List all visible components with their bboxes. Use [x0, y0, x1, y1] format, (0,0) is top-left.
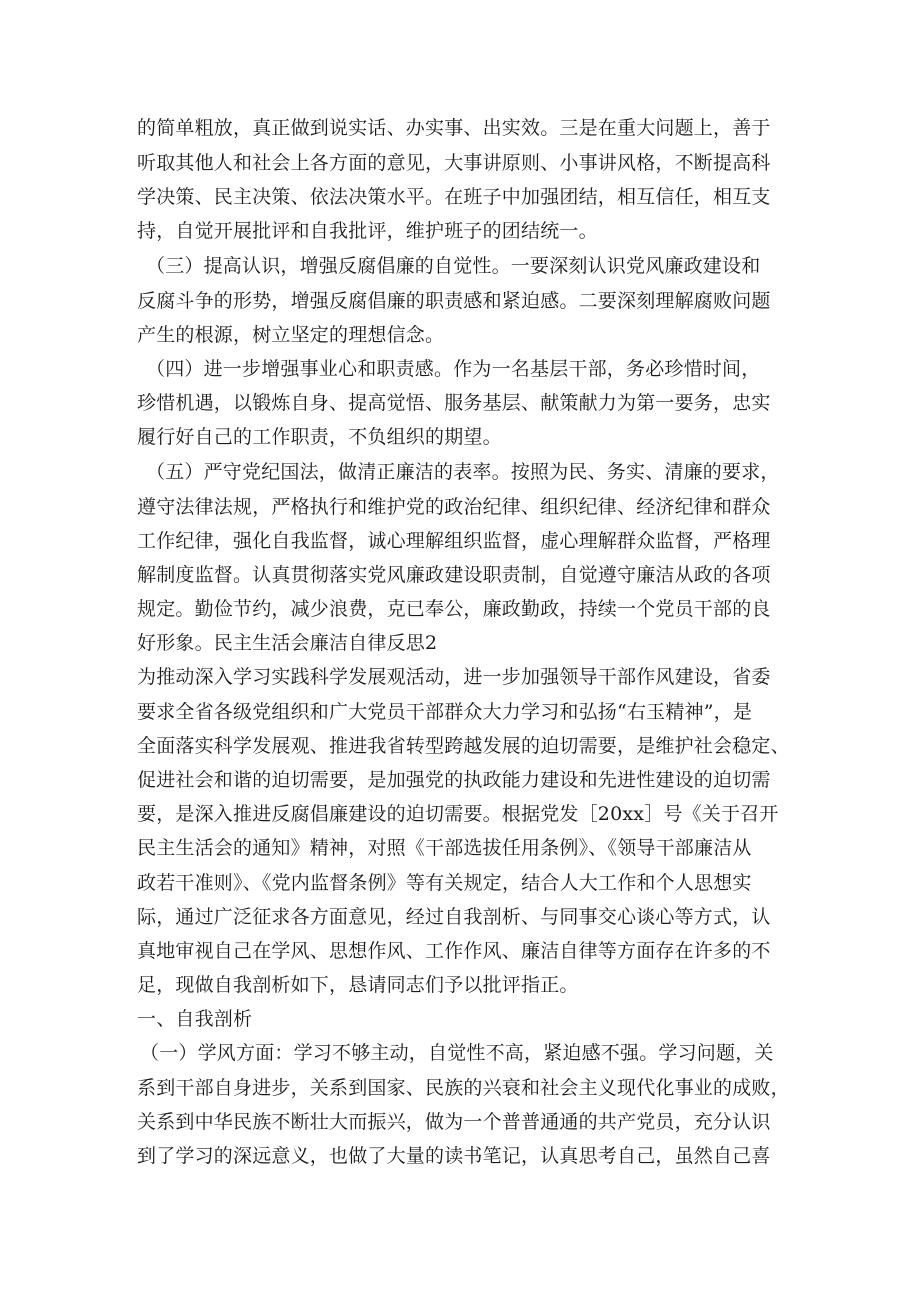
text-line: 到了学习的深远意义，也做了大量的读书笔记，认真思考自己，虽然自己喜: [137, 1145, 771, 1167]
text-line: 促进社会和谐的迫切需要，是加强党的执政能力建设和先进性建设的迫切需: [137, 769, 771, 791]
text-line: 足，现做自我剖析如下，恳请同志们予以批评指正。: [137, 974, 579, 996]
text-line: 遵守法律法规，严格执行和维护党的政治纪律、组织纪律、经济纪律和群众: [137, 496, 771, 518]
text-line: （一）学风方面：学习不够主动，自觉性不高，紧迫感不强。学习问题，关: [140, 1042, 774, 1064]
text-line: 产生的根源，树立坚定的理想信念。: [137, 324, 445, 346]
text-line: 全面落实科学发展观、推进我省转型跨越发展的迫切需要，是维护社会稳定、: [137, 735, 790, 757]
text-line: 工作纪律，强化自我监督，诚心理解组织监督，虚心理解群众监督，严格理: [137, 530, 771, 552]
text-line: 解制度监督。认真贯彻落实党风廉政建设职责制，自觉遵守廉洁从政的各项: [137, 564, 771, 586]
text-line: 好形象。民主生活会廉洁自律反思2: [137, 632, 438, 654]
text-line: 要求全省各级党组织和广大党员干部群众大力学习和弘扬“右玉精神”，是: [137, 701, 753, 723]
text-line: 学决策、民主决策、依法决策水平。在班子中加强团结，相互信任，相互支: [137, 186, 771, 208]
text-line: 履行好自己的工作职责，不负组织的期望。: [137, 426, 502, 448]
text-line: 系到干部自身进步，关系到国家、民族的兴衰和社会主义现代化事业的成败，: [137, 1077, 790, 1099]
text-line: 的简单粗放，真正做到说实话、办实事、出实效。三是在重大问题上，善于: [137, 117, 771, 139]
text-line: （五）严守党纪国法，做清正廉洁的表率。按照为民、务实、清廉的要求，: [146, 461, 780, 483]
text-line: 际，通过广泛征求各方面意见，经过自我剖析、与同事交心谈心等方式，认: [137, 906, 771, 928]
text-line: 规定。勤俭节约，减少浪费，克已奉公，廉政勤政，持续一个党员干部的良: [137, 598, 771, 620]
text-line: 要，是深入推进反腐倡廉建设的迫切需要。根据党发［20xx］号《关于召开: [137, 803, 779, 825]
text-line: 一、自我剖析: [137, 1008, 253, 1030]
text-line: 持，自觉开展批评和自我批评，维护班子的团结统一。: [137, 220, 598, 242]
text-line: 为推动深入学习实践科学发展观活动，进一步加强领导干部作风建设，省委: [137, 666, 771, 688]
text-line: 反腐斗争的形势，增强反腐倡廉的职责感和紧迫感。二要深刻理解腐败问题: [137, 290, 771, 312]
text-line: 真地审视自己在学风、思想作风、工作作风、廉洁自律等方面存在许多的不: [137, 940, 771, 962]
text-line: （四）进一步增强事业心和职责感。作为一名基层干部，务必珍惜时间，: [146, 358, 761, 380]
text-line: 听取其他人和社会上各方面的意见，大事讲原则、小事讲风格，不断提高科: [137, 152, 771, 174]
text-line: 民主生活会的通知》精神，对照《干部选拔任用条例》、《领导干部廉洁从: [137, 837, 752, 859]
text-line: 关系到中华民族不断壮大而振兴，做为一个普普通通的共产党员，充分认识: [137, 1111, 771, 1133]
text-line: 政若干准则》、《党内监督条例》等有关规定，结合人大工作和个人思想实: [137, 872, 752, 894]
text-line: （三）提高认识，增强反腐倡廉的自觉性。一要深刻认识党风廉政建设和: [146, 255, 761, 277]
text-line: 珍惜机遇，以锻炼自身、提高觉悟、服务基层、献策献力为第一要务，忠实: [137, 392, 771, 414]
